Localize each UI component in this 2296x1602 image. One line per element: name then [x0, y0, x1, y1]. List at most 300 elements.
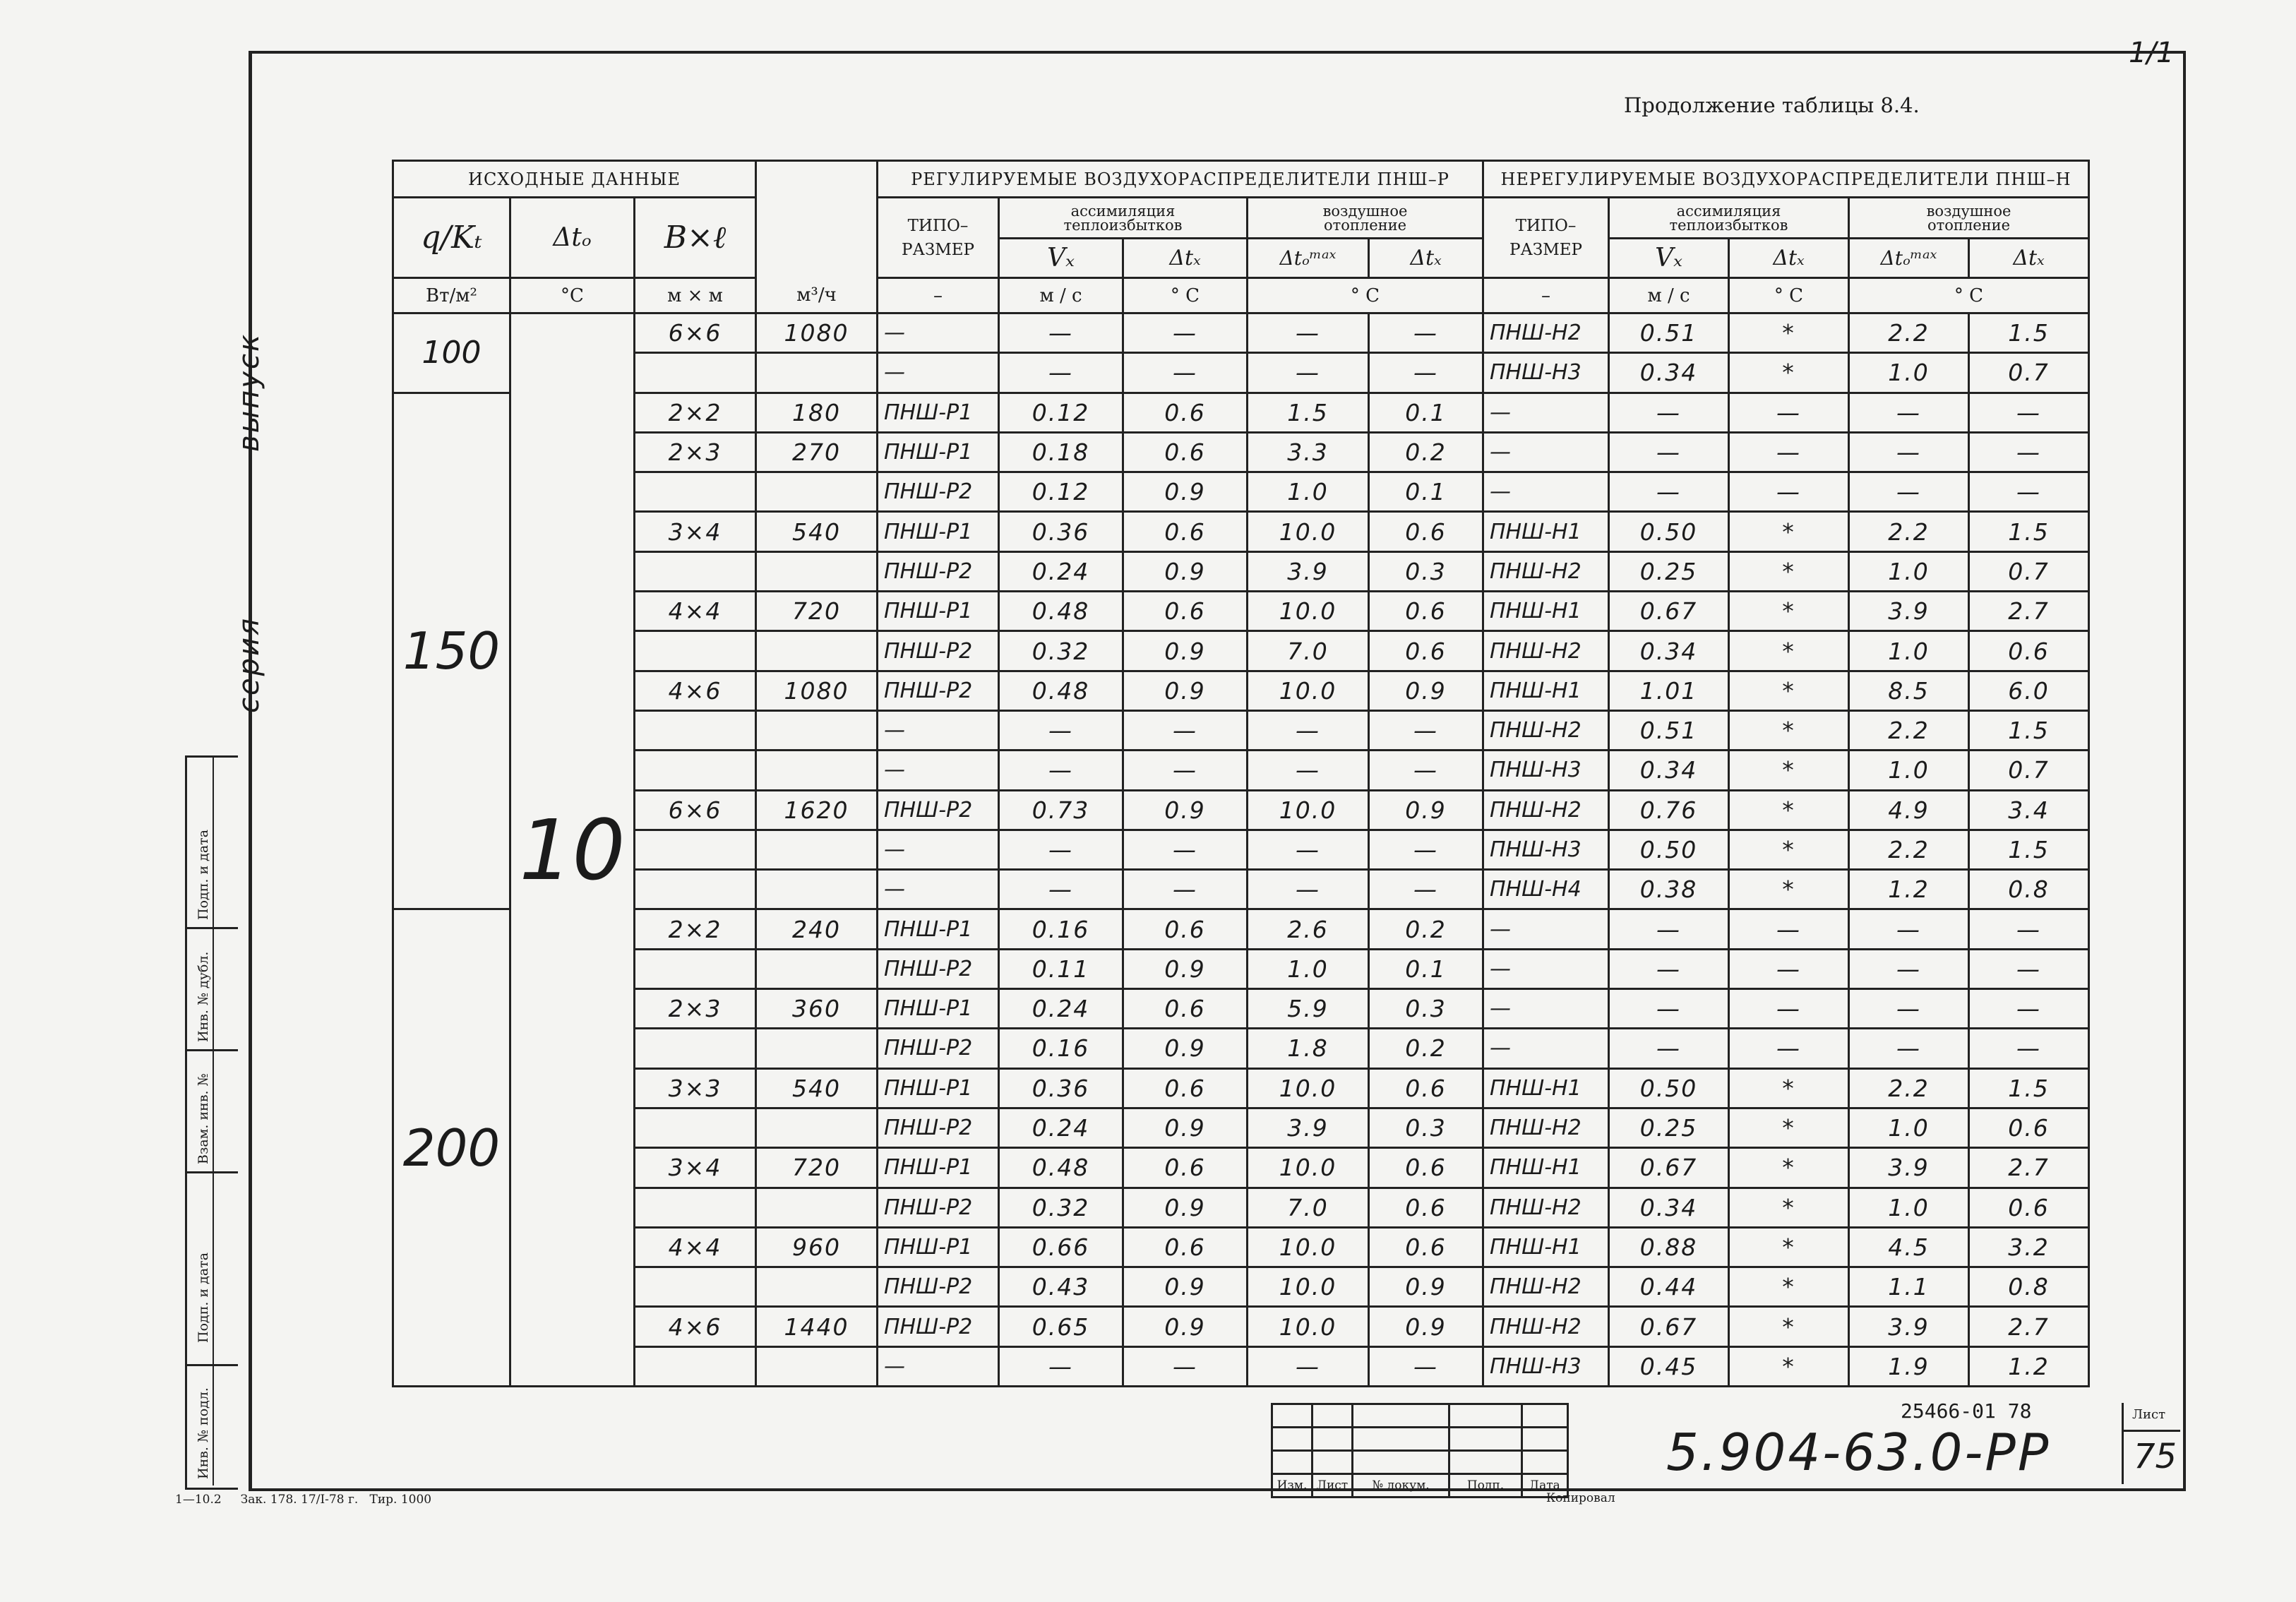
- cell-lo: 720: [756, 592, 878, 631]
- cell-rsize: ПНШ-Р2: [878, 631, 999, 671]
- cell-rdtx: 0.9: [1123, 949, 1248, 988]
- cell-ndtx: *: [1729, 1188, 1849, 1227]
- cell-lo: [756, 870, 878, 909]
- cell-rvx: 0.16: [999, 909, 1123, 949]
- cell-rdtx: 0.6: [1123, 1227, 1248, 1267]
- cell-rhdtx: 0.6: [1369, 1188, 1483, 1227]
- cell-rdtx: 0.6: [1123, 393, 1248, 432]
- cell-nvx: 0.34: [1609, 751, 1729, 790]
- cell-nvx: 0.67: [1609, 592, 1729, 631]
- cell-nhdtx: 1.5: [1969, 313, 2089, 353]
- cell-nvx: 0.50: [1609, 512, 1729, 551]
- cell-nhdtx: 1.5: [1969, 710, 2089, 750]
- stamp-label: № докум.: [1353, 1474, 1449, 1498]
- cell-bl: 4×4: [635, 592, 756, 631]
- cell-nmax: 8.5: [1849, 671, 1969, 710]
- cell-rsize: ПНШ-Р2: [878, 949, 999, 988]
- table-row: [393, 353, 2089, 393]
- header-air-heating-r: воздушное отопление: [1248, 198, 1483, 239]
- cell-bl: [635, 631, 756, 671]
- table-row: [393, 512, 2089, 551]
- cell-bl: 6×6: [635, 790, 756, 830]
- cell-ndtx: —: [1729, 909, 1849, 949]
- cell-rmax: —: [1248, 710, 1369, 750]
- header-typesize-r: ТИПО– РАЗМЕР: [878, 198, 999, 278]
- table-row: [393, 1068, 2089, 1108]
- cell-bl: [635, 1188, 756, 1227]
- cell-bl: [635, 1346, 756, 1386]
- cell-lo: [756, 830, 878, 869]
- header-regulated: РЕГУЛИРУЕМЫЕ ВОЗДУХОРАСПРЕДЕЛИТЕЛИ ПНШ–Р: [878, 161, 1483, 198]
- table-row: [393, 551, 2089, 591]
- header-assimilation-n: ассимиляция теплоизбытков: [1609, 198, 1849, 239]
- stamp-label: Подп.: [1449, 1474, 1522, 1498]
- cell-rsize: ПНШ-Р2: [878, 1029, 999, 1068]
- cell-rmax: 10.0: [1248, 671, 1369, 710]
- cell-rsize: ПНШ-Р2: [878, 671, 999, 710]
- cell-ndtx: —: [1729, 989, 1849, 1029]
- unit-size-r: –: [878, 278, 999, 313]
- cell-ndtx: *: [1729, 1267, 1849, 1307]
- cell-rhdtx: 0.9: [1369, 1307, 1483, 1346]
- cell-nvx: 0.34: [1609, 1188, 1729, 1227]
- cell-nvx: —: [1609, 432, 1729, 472]
- cell-nhdtx: 0.6: [1969, 631, 2089, 671]
- cell-delta-to: 10: [510, 313, 635, 1387]
- table-row: [393, 631, 2089, 671]
- cell-nhdtx: —: [1969, 989, 2089, 1029]
- cell-bl: 4×6: [635, 1307, 756, 1346]
- cell-nsize: ПНШ-Н2: [1483, 551, 1609, 591]
- cell-lo: [756, 1108, 878, 1147]
- cell-ndtx: *: [1729, 671, 1849, 710]
- cell-rdtx: 0.9: [1123, 1029, 1248, 1068]
- cell-rvx: 0.66: [999, 1227, 1123, 1267]
- document-code: 5.904-63.0-РР: [1666, 1423, 2051, 1482]
- cell-rmax: —: [1248, 830, 1369, 869]
- cell-rhdtx: 0.3: [1369, 1108, 1483, 1147]
- cell-ndtx: *: [1729, 790, 1849, 830]
- cell-rmax: —: [1248, 870, 1369, 909]
- cell-rdtx: 0.6: [1123, 989, 1248, 1029]
- cell-rvx: 0.73: [999, 790, 1123, 830]
- cell-rvx: 0.36: [999, 512, 1123, 551]
- cell-rmax: 10.0: [1248, 1307, 1369, 1346]
- cell-rhdtx: 0.2: [1369, 909, 1483, 949]
- stamp-label: Дата: [1522, 1474, 1568, 1498]
- cell-rvx: 0.24: [999, 551, 1123, 591]
- cell-nmax: 3.9: [1849, 592, 1969, 631]
- cell-nsize: —: [1483, 909, 1609, 949]
- cell-nmax: 1.0: [1849, 551, 1969, 591]
- cell-nmax: 2.2: [1849, 512, 1969, 551]
- header-assimilation-r: ассимиляция теплоизбытков: [999, 198, 1248, 239]
- cell-rdtx: —: [1123, 710, 1248, 750]
- table-row: [393, 671, 2089, 710]
- cell-bl: [635, 1267, 756, 1307]
- cell-bl: [635, 870, 756, 909]
- strip-label: Подп. и дата: [196, 829, 211, 920]
- table-row: [393, 1108, 2089, 1147]
- cell-nmax: 2.2: [1849, 710, 1969, 750]
- cell-rdtx: —: [1123, 313, 1248, 353]
- table-row: [393, 949, 2089, 988]
- cell-nhdtx: —: [1969, 472, 2089, 512]
- cell-nmax: —: [1849, 472, 1969, 512]
- table-row: [393, 710, 2089, 750]
- cell-nsize: ПНШ-Н2: [1483, 631, 1609, 671]
- cell-ndtx: *: [1729, 870, 1849, 909]
- header-b-l: B×ℓ: [635, 198, 756, 278]
- cell-rsize: ПНШ-Р1: [878, 393, 999, 432]
- cell-nmax: 1.0: [1849, 353, 1969, 393]
- cell-nsize: —: [1483, 393, 1609, 432]
- cell-lo: 540: [756, 1068, 878, 1108]
- cell-lo: 360: [756, 989, 878, 1029]
- cell-rhdtx: —: [1369, 1346, 1483, 1386]
- cell-rsize: ПНШ-Р2: [878, 790, 999, 830]
- cell-rhdtx: 0.6: [1369, 1068, 1483, 1108]
- cell-rvx: 0.24: [999, 989, 1123, 1029]
- cell-nmax: 4.5: [1849, 1227, 1969, 1267]
- cell-nsize: ПНШ-Н2: [1483, 313, 1609, 353]
- cell-nhdtx: 1.5: [1969, 1068, 2089, 1108]
- cell-lo: [756, 1346, 878, 1386]
- cell-nhdtx: 0.8: [1969, 1267, 2089, 1307]
- cell-rmax: 10.0: [1248, 1227, 1369, 1267]
- unit-qk: Вт/м²: [393, 278, 510, 313]
- cell-rsize: ПНШ-Р2: [878, 472, 999, 512]
- cell-lo: 720: [756, 1148, 878, 1188]
- cell-bl: [635, 1029, 756, 1068]
- strip-cell: [187, 1051, 238, 1173]
- cell-ndtx: *: [1729, 631, 1849, 671]
- cell-rdtx: 0.6: [1123, 909, 1248, 949]
- cell-rmax: —: [1248, 751, 1369, 790]
- side-label-vypusk: выпуск: [233, 332, 265, 452]
- cell-rsize: ПНШ-Р1: [878, 909, 999, 949]
- cell-rhdtx: 0.6: [1369, 512, 1483, 551]
- cell-nhdtx: 0.8: [1969, 870, 2089, 909]
- cell-rvx: 0.48: [999, 1148, 1123, 1188]
- cell-bl: [635, 551, 756, 591]
- table-row: [393, 592, 2089, 631]
- cell-rmax: 3.9: [1248, 551, 1369, 591]
- cell-rvx: 0.12: [999, 393, 1123, 432]
- cell-nmax: 3.9: [1849, 1307, 1969, 1346]
- cell-lo: 240: [756, 909, 878, 949]
- cell-rhdtx: 0.3: [1369, 989, 1483, 1029]
- cell-rsize: —: [878, 353, 999, 393]
- cell-ndtx: *: [1729, 1148, 1849, 1188]
- cell-ndtx: *: [1729, 1227, 1849, 1267]
- cell-lo: [756, 631, 878, 671]
- cell-q-kt: 200: [393, 909, 510, 1387]
- table-row: [393, 432, 2089, 472]
- cell-nhdtx: —: [1969, 432, 2089, 472]
- cell-nvx: 0.51: [1609, 710, 1729, 750]
- cell-nmax: 4.9: [1849, 790, 1969, 830]
- table-caption: Продолжение таблицы 8.4.: [1624, 93, 1920, 117]
- cell-rhdtx: —: [1369, 353, 1483, 393]
- cell-ndtx: —: [1729, 432, 1849, 472]
- cell-nvx: —: [1609, 472, 1729, 512]
- cell-nsize: ПНШ-Н2: [1483, 1307, 1609, 1346]
- cell-rvx: 0.16: [999, 1029, 1123, 1068]
- cell-nsize: ПНШ-Н1: [1483, 512, 1609, 551]
- cell-bl: 4×4: [635, 1227, 756, 1267]
- header-air-heating-n: воздушное отопление: [1849, 198, 2089, 239]
- cell-rsize: ПНШ-Р2: [878, 1307, 999, 1346]
- cell-rvx: 0.18: [999, 432, 1123, 472]
- cell-rmax: 5.9: [1248, 989, 1369, 1029]
- cell-nvx: 1.01: [1609, 671, 1729, 710]
- cell-ndtx: *: [1729, 751, 1849, 790]
- cell-rhdtx: 0.6: [1369, 1227, 1483, 1267]
- cell-rdtx: 0.6: [1123, 432, 1248, 472]
- cell-nsize: ПНШ-Н3: [1483, 353, 1609, 393]
- unit-dto: °C: [510, 278, 635, 313]
- side-label-seria: серия: [233, 616, 265, 713]
- cell-bl: 6×6: [635, 313, 756, 353]
- cell-rsize: ПНШ-Р1: [878, 1227, 999, 1267]
- cell-nvx: 0.51: [1609, 313, 1729, 353]
- cell-bl: [635, 949, 756, 988]
- cell-rhdtx: 0.6: [1369, 1148, 1483, 1188]
- cell-rhdtx: —: [1369, 830, 1483, 869]
- strip-label: Инв. № подл.: [196, 1387, 211, 1479]
- header-typesize-n: ТИПО– РАЗМЕР: [1483, 198, 1609, 278]
- cell-rvx: —: [999, 313, 1123, 353]
- unit-heat-n: ° C: [1849, 278, 2089, 313]
- table-row: [393, 989, 2089, 1029]
- cell-nhdtx: 0.7: [1969, 353, 2089, 393]
- cell-ndtx: *: [1729, 353, 1849, 393]
- cell-rsize: ПНШ-Р1: [878, 592, 999, 631]
- cell-rdtx: 0.9: [1123, 1188, 1248, 1227]
- cell-rvx: —: [999, 353, 1123, 393]
- sheet-number: 75: [2134, 1437, 2177, 1476]
- cell-nsize: ПНШ-Н2: [1483, 1267, 1609, 1307]
- cell-lo: [756, 551, 878, 591]
- cell-bl: [635, 830, 756, 869]
- cell-lo: 540: [756, 512, 878, 551]
- table-row: [393, 1029, 2089, 1068]
- cell-nsize: ПНШ-Н1: [1483, 592, 1609, 631]
- unit-dtx-r: ° C: [1123, 278, 1248, 313]
- cell-nsize: ПНШ-Н2: [1483, 1108, 1609, 1147]
- cell-nhdtx: 0.6: [1969, 1188, 2089, 1227]
- cell-ndtx: *: [1729, 1068, 1849, 1108]
- cell-bl: [635, 353, 756, 393]
- cell-rhdtx: 0.6: [1369, 592, 1483, 631]
- cell-bl: 3×4: [635, 1148, 756, 1188]
- cell-rsize: ПНШ-Р1: [878, 432, 999, 472]
- cell-nsize: ПНШ-Н2: [1483, 1188, 1609, 1227]
- sheet-label: Лист: [2132, 1407, 2166, 1422]
- cell-nhdtx: 6.0: [1969, 671, 2089, 710]
- cell-rhdtx: —: [1369, 313, 1483, 353]
- cell-rmax: —: [1248, 1346, 1369, 1386]
- cell-bl: 4×6: [635, 671, 756, 710]
- cell-rsize: ПНШ-Р1: [878, 1068, 999, 1108]
- cell-nvx: 0.45: [1609, 1346, 1729, 1386]
- cell-rmax: 10.0: [1248, 1148, 1369, 1188]
- header-source-data: ИСХОДНЫЕ ДАННЫЕ: [393, 161, 756, 198]
- cell-bl: 2×3: [635, 989, 756, 1029]
- cell-nhdtx: 2.7: [1969, 592, 2089, 631]
- table-row: [393, 1307, 2089, 1346]
- cell-nsize: ПНШ-Н2: [1483, 790, 1609, 830]
- cell-nmax: 1.0: [1849, 1108, 1969, 1147]
- cell-ndtx: *: [1729, 1346, 1849, 1386]
- unit-size-n: –: [1483, 278, 1609, 313]
- cell-nhdtx: 3.2: [1969, 1227, 2089, 1267]
- cell-rmax: —: [1248, 313, 1369, 353]
- cell-ndtx: —: [1729, 472, 1849, 512]
- cell-rvx: 0.65: [999, 1307, 1123, 1346]
- cell-rsize: ПНШ-Р1: [878, 512, 999, 551]
- cell-rmax: 10.0: [1248, 790, 1369, 830]
- cell-nmax: 3.9: [1849, 1148, 1969, 1188]
- cell-nmax: 2.2: [1849, 1068, 1969, 1108]
- cell-nmax: —: [1849, 909, 1969, 949]
- cell-nsize: ПНШ-Н3: [1483, 751, 1609, 790]
- cell-rhdtx: 0.9: [1369, 671, 1483, 710]
- cell-rdtx: 0.9: [1123, 671, 1248, 710]
- cell-ndtx: *: [1729, 551, 1849, 591]
- cell-rsize: ПНШ-Р2: [878, 1267, 999, 1307]
- cell-rdtx: —: [1123, 870, 1248, 909]
- cell-ndtx: —: [1729, 393, 1849, 432]
- stamp-label: Изм.: [1272, 1474, 1313, 1498]
- cell-lo: 1440: [756, 1307, 878, 1346]
- cell-bl: [635, 1108, 756, 1147]
- cell-nmax: —: [1849, 393, 1969, 432]
- cell-bl: 2×2: [635, 393, 756, 432]
- cell-lo: [756, 1267, 878, 1307]
- cell-rsize: —: [878, 1346, 999, 1386]
- cell-nmax: 1.2: [1849, 870, 1969, 909]
- cell-nhdtx: 1.2: [1969, 1346, 2089, 1386]
- header-dto-max-n: Δtₒᵐᵃˣ: [1849, 239, 1969, 278]
- cell-lo: 270: [756, 432, 878, 472]
- sheet-box: [2122, 1403, 2180, 1484]
- cell-rmax: 1.8: [1248, 1029, 1369, 1068]
- cell-nhdtx: 2.7: [1969, 1148, 2089, 1188]
- cell-rdtx: 0.6: [1123, 512, 1248, 551]
- cell-nvx: 0.44: [1609, 1267, 1729, 1307]
- cell-rdtx: 0.9: [1123, 1307, 1248, 1346]
- table-row: [393, 313, 2089, 353]
- cell-nhdtx: 0.7: [1969, 551, 2089, 591]
- cell-rvx: —: [999, 751, 1123, 790]
- cell-rhdtx: 0.2: [1369, 1029, 1483, 1068]
- cell-rdtx: 0.9: [1123, 551, 1248, 591]
- cell-rsize: —: [878, 870, 999, 909]
- print-info: 1—10.2 Зак. 178. 17/I-78 г. Тир. 1000: [175, 1493, 432, 1507]
- cell-nsize: —: [1483, 1029, 1609, 1068]
- header-delta-to: Δtₒ: [510, 198, 635, 278]
- cell-nsize: ПНШ-Н1: [1483, 1148, 1609, 1188]
- cell-bl: [635, 710, 756, 750]
- cell-rsize: —: [878, 710, 999, 750]
- cell-rdtx: 0.6: [1123, 1148, 1248, 1188]
- cell-rdtx: —: [1123, 1346, 1248, 1386]
- cell-lo: 960: [756, 1227, 878, 1267]
- cell-rmax: 3.3: [1248, 432, 1369, 472]
- cell-rmax: 10.0: [1248, 1267, 1369, 1307]
- cell-q-kt: 150: [393, 393, 510, 909]
- unit-vx-r: м / с: [999, 278, 1123, 313]
- cell-rhdtx: 0.1: [1369, 393, 1483, 432]
- table-row: [393, 870, 2089, 909]
- cell-nmax: —: [1849, 1029, 1969, 1068]
- cell-rdtx: 0.9: [1123, 472, 1248, 512]
- cell-bl: [635, 751, 756, 790]
- cell-rhdtx: 0.1: [1369, 949, 1483, 988]
- cell-bl: 2×3: [635, 432, 756, 472]
- strip-label: Взам. инв. №: [196, 1073, 211, 1164]
- cell-rhdtx: 0.9: [1369, 790, 1483, 830]
- cell-nhdtx: —: [1969, 393, 2089, 432]
- cell-bl: [635, 472, 756, 512]
- cell-rvx: —: [999, 1346, 1123, 1386]
- cell-nhdtx: 0.7: [1969, 751, 2089, 790]
- cell-rvx: 0.32: [999, 631, 1123, 671]
- cell-rvx: 0.11: [999, 949, 1123, 988]
- cell-ndtx: —: [1729, 1029, 1849, 1068]
- strip-cell: [187, 758, 238, 929]
- cell-nsize: —: [1483, 989, 1609, 1029]
- cell-nvx: 0.67: [1609, 1148, 1729, 1188]
- cell-rdtx: 0.9: [1123, 790, 1248, 830]
- cell-lo: 1080: [756, 313, 878, 353]
- cell-nsize: ПНШ-Н3: [1483, 830, 1609, 869]
- cell-nvx: 0.50: [1609, 830, 1729, 869]
- cell-nmax: —: [1849, 432, 1969, 472]
- cell-nvx: 0.34: [1609, 631, 1729, 671]
- cell-rhdtx: —: [1369, 751, 1483, 790]
- cell-nmax: —: [1849, 949, 1969, 988]
- cell-nmax: 1.9: [1849, 1346, 1969, 1386]
- order-number: 25466-01 78: [1901, 1399, 2032, 1423]
- cell-nhdtx: 0.6: [1969, 1108, 2089, 1147]
- cell-nsize: ПНШ-Н1: [1483, 1227, 1609, 1267]
- cell-lo: [756, 353, 878, 393]
- header-dtx-heat-n: Δtₓ: [1969, 239, 2089, 278]
- unit-bl: м × м: [635, 278, 756, 313]
- cell-rmax: 10.0: [1248, 1068, 1369, 1108]
- strip-label: Подп. и дата: [196, 1252, 211, 1343]
- table-row: [393, 1148, 2089, 1188]
- cell-rdtx: —: [1123, 830, 1248, 869]
- cell-lo: [756, 1029, 878, 1068]
- cell-nmax: 1.0: [1849, 1188, 1969, 1227]
- cell-nmax: 1.0: [1849, 751, 1969, 790]
- stamp-label: Лист: [1313, 1474, 1353, 1498]
- table-row: [393, 1188, 2089, 1227]
- table-row: [393, 1267, 2089, 1307]
- cell-nvx: 0.76: [1609, 790, 1729, 830]
- cell-ndtx: *: [1729, 592, 1849, 631]
- cell-nvx: —: [1609, 949, 1729, 988]
- cell-nvx: —: [1609, 393, 1729, 432]
- cell-nhdtx: —: [1969, 949, 2089, 988]
- cell-nhdtx: 2.7: [1969, 1307, 2089, 1346]
- cell-lo: [756, 751, 878, 790]
- cell-ndtx: *: [1729, 1108, 1849, 1147]
